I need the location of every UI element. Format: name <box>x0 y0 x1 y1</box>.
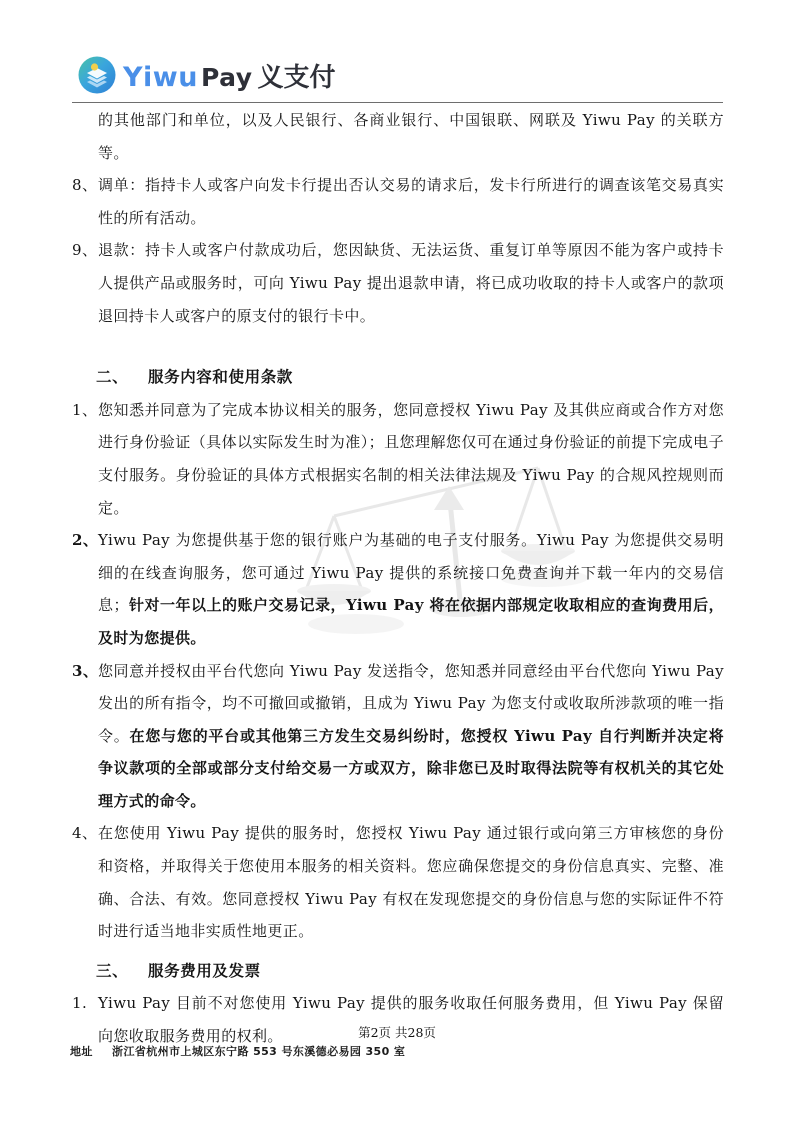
logo-text-pay: Pay <box>200 62 253 92</box>
logo-text-cn: 义支付 <box>257 62 336 93</box>
list-item-number: 8、 <box>72 176 98 195</box>
section-title: 服务费用及发票 <box>148 961 261 980</box>
section-heading <box>72 955 724 988</box>
item-text-bold: 针对一年以上的账户交易记录，Yiwu Pay 将在依据内部规定收取相应的查询费用后，及时为您提供。 <box>98 596 724 647</box>
list-item <box>72 394 724 524</box>
list-item-number: 3、 <box>72 661 99 680</box>
definitions-list <box>72 169 724 332</box>
list-item-number: 2、 <box>72 531 99 550</box>
item-text: 在您使用 Yiwu Pay 提供的服务时，您授权 Yiwu Pay 通过银行或向第三方审核您的身份和资格，并取得关于您使用本服务的相关资料。您应确保您提交的身份信息真实、完整、准确、合法、有效。您同意授权 Yiwu Pay 有权在发现您提交的身份信息与您的实际证件不符时进行适当地非实质性地更正。 <box>98 824 724 941</box>
page-number: 第2页 共28页 <box>358 1025 436 1040</box>
yiwupay-logo-icon <box>78 56 116 94</box>
section-number: 二、 <box>96 368 129 387</box>
header-divider <box>72 102 723 103</box>
logo-text-yiwu: Yiwu <box>123 61 198 93</box>
paragraph-continuation: 的其他部门和单位，以及人民银行、各商业银行、中国银联、网联及 Yiwu Pay 的关联方等。 <box>98 111 724 162</box>
logo-text <box>123 57 336 94</box>
section-number: 三、 <box>96 961 129 980</box>
item-text: 调单：指持卡人或客户向发卡行提出否认交易的请求后，发卡行所进行的调查该笔交易真实性的所有活动。 <box>98 176 724 227</box>
footer-address <box>70 1043 405 1059</box>
list-item-number: 1. <box>72 994 88 1013</box>
list-item <box>72 524 724 654</box>
item-text: 您同意并授权由平台代您向 Yiwu Pay 发送指令，您知悉并同意经由平台代您向 Yiwu Pay 发出的所有指令，均不可撤回或撤销，且成为 Yiwu Pay 为您支付或收取所涉款项的唯一指令。 <box>98 661 724 745</box>
list-item <box>72 817 724 947</box>
list-item <box>72 655 724 818</box>
document-body <box>72 104 724 1053</box>
list-item-number: 1、 <box>72 400 98 419</box>
address-label: 地址 <box>70 1045 93 1058</box>
list-item <box>72 169 724 234</box>
item-text: Yiwu Pay 目前不对您使用 Yiwu Pay 提供的服务收取任何服务费用，但 Yiwu Pay 保留向您收取服务费用的权利。 <box>98 994 724 1046</box>
list-item-number: 9、 <box>72 241 98 260</box>
yiwupay-logo <box>78 56 336 94</box>
item-text: Yiwu Pay 为您提供基于您的银行账户为基础的电子支付服务。Yiwu Pay 为您提供交易明细的在线查询服务，您可通过 Yiwu Pay 提供的系统接口免费查询并下载一年内的交易信息； <box>98 531 724 615</box>
section-heading <box>72 361 724 394</box>
item-text-bold: 在您与您的平台或其他第三方发生交易纠纷时，您授权 Yiwu Pay 自行判断并决定将争议款项的全部或部分支付给交易一方或双方，除非您已及时取得法院等有权机关的其它处理方式的命令。 <box>98 726 724 810</box>
section-title: 服务内容和使用条款 <box>148 368 293 387</box>
item-text: 您知悉并同意为了完成本协议相关的服务，您同意授权 Yiwu Pay 及其供应商或合作方对您进行身份验证（具体以实际发生时为准）；且您理解您仅可在通过身份验证的前提下完成电子支付服务。身份验证的具体方式根据实名制的相关法律法规及 Yiwu Pay 的合规风控规则而定。 <box>98 400 724 517</box>
sections-container <box>72 361 724 1052</box>
list-item-number: 4、 <box>72 824 98 843</box>
item-text: 退款：持卡人或客户付款成功后，您因缺货、无法运货、重复订单等原因不能为客户或持卡人提供产品或服务时，可向 Yiwu Pay 提出退款申请，将已成功收取的持卡人或客户的款项退回持卡人或客户的原支付的银行卡中。 <box>98 241 724 325</box>
list-item <box>72 234 724 332</box>
address-text: 浙江省杭州市上城区东宁路 553 号东溪德必易园 350 室 <box>112 1045 406 1058</box>
